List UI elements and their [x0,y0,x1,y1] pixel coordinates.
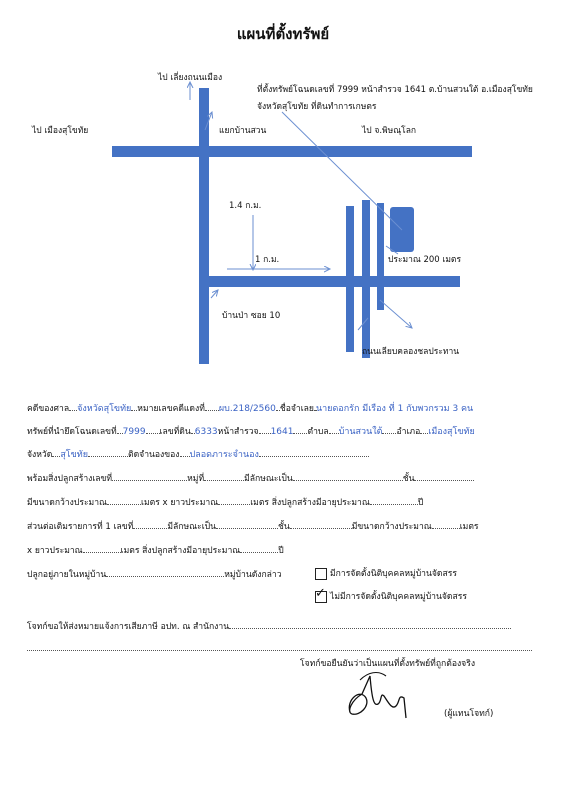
form-row-size: มีขนาดกว้างประมาณ เมตร x ยาวประมาณ เมตร สิ่งปลูกสร้างมีอายุประมาณ ปี [27,495,423,509]
case-value: ผบ.218/2560 [218,404,276,414]
deed-value: 7999 [122,427,146,437]
form-row-building: พร้อมสิ่งปลูกสร้างเลขที่ หมู่ที่ มีลักษณะเป็น ชั้น [27,471,474,485]
canal-road-right [377,203,384,310]
form-row-notice: โจทก์ขอให้ส่งหมายแจ้งการเสียภาษี อปท. ณ สำนักงาน [27,619,511,633]
signer-label: (ผู้แทนโจทก์) [444,709,494,719]
form-row-extension: ส่วนต่อเติมรายการที่ 1 เลขที่ มีลักษณะเป็น ชั้น มีขนาดกว้างประมาณ เมตร [27,519,479,533]
arrow-canal [380,300,412,328]
main-road-horizontal [112,146,472,157]
form-row-deed: ทรัพย์ที่นำยึดโฉนดเลขที่ 7999 เลขที่ดิน 6333หน้าสำรวจ 1641 ตำบล บ้านสวนใต้ อำเภอ เมืองสุโขทัย [27,424,475,438]
label-to-town: ไป เลี่ยงถนนเมือง [158,73,223,83]
subdistrict-value: บ้านสวนใต้ [338,427,383,437]
check-mark-icon: ✓ [315,585,326,601]
map-description-2: จังหวัดสุโขทัย ที่ดินทำการเกษตร [257,102,377,112]
checkbox-has-juristic[interactable] [315,568,327,580]
label-distance-horizontal: 1 ก.ม. [255,255,280,265]
form-row-extension-size: x ยาวประมาณ เมตร สิ่งปลูกสร้างมีอายุประมาณ ปี [27,543,284,557]
canal-road-mid [362,200,370,358]
debtor-value: นายดอกรัก มีเรือง ที่ 1 กับพวกรวม 3 คน [315,404,474,414]
page-title: แผนที่ตั้งทรัพย์ [236,25,330,43]
land-no-value: 6333 [194,427,218,437]
form-row-village: ปลูกอยู่ภายในหมู่บ้าน หมู่บ้านดังกล่าว [27,567,282,581]
lower-road [199,276,460,287]
owner-value: ปลอดภาระจำนอง [189,450,259,460]
canal-road-left [346,206,354,352]
label-distance-vertical: 1.4 ก.ม. [229,201,262,211]
survey-value: 1641 [270,427,294,437]
province-value: สุโขทัย [60,450,88,460]
form-row-notice-cont [27,641,532,654]
label-junction: แยกบ้านสวน [219,126,267,136]
label-to-sukhothai: ไป เมืองสุโขทัย [32,126,89,136]
label-soi: บ้านป่า ซอย 10 [222,311,281,321]
main-road-vertical [199,88,209,364]
option-no-juristic[interactable]: ✓ ไม่มีการจัดตั้งนิติบุคคลหมู่บ้านจัดสรร [315,585,467,602]
court-value: จังหวัดสุโขทัย [77,404,132,414]
label-to-phitsanulok: ไป จ.พิษณุโลก [362,126,417,136]
certify-text: โจทก์ขอยืนยันว่าเป็นแผนที่ตั้งทรัพย์ที่ถูกต้องจริง [300,659,476,669]
option-has-juristic[interactable]: มีการจัดตั้งนิติบุคคลหมู่บ้านจัดสรร [315,566,457,580]
map-description-1: ที่ตั้งทรัพย์โฉนดเลขที่ 7999 หน้าสำรวจ 1641 ต.บ้านสวนใต้ อ.เมืองสุโขทัย [257,85,533,95]
form-row-court: คดีของศาล จังหวัดสุโขทัย หมายเลขคดีแดงที่ ผบ.218/2560 ชื่อจำเลย นายดอกรัก มีเรือง ที่ 1 กับพวกรวม 3 คน [27,401,473,415]
label-canal-road: ถนนเลียบคลองชลประทาน [362,347,460,357]
district-value: เมืองสุโขทัย [428,427,475,437]
location-map [0,0,566,380]
form-row-province: จังหวัด สุโขทัย ติดจำนองของ ปลอดภาระจำนอง [27,447,369,461]
checkbox-no-juristic[interactable] [315,585,327,603]
arrow-soi [211,290,218,298]
label-approx-200m: ประมาณ 200 เมตร [388,255,462,265]
